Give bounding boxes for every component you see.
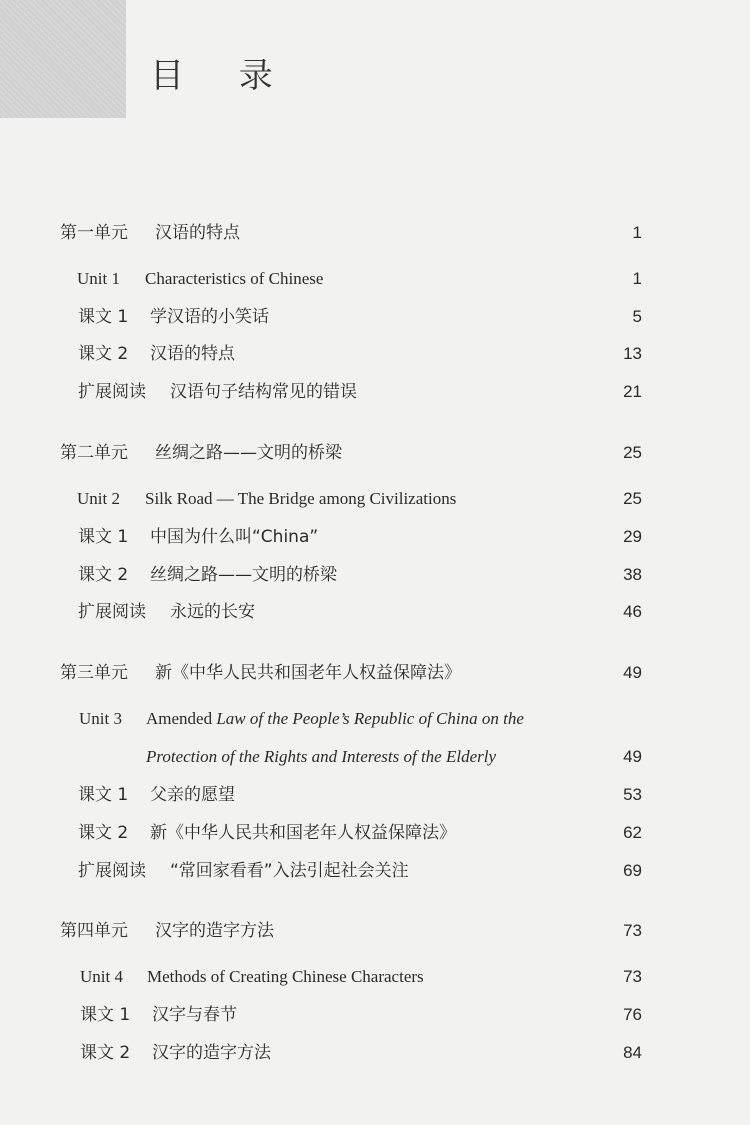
unit-english-title: Silk Road — The Bridge among Civilizations	[145, 489, 457, 508]
toc-unit-row[interactable]	[0, 916, 750, 946]
page-number: 25	[623, 489, 642, 508]
unit-title: 汉语的特点	[155, 223, 240, 243]
item-label: 课文 1	[80, 1005, 131, 1025]
item-title: 永远的长安	[170, 602, 255, 622]
item-title: 汉语的特点	[150, 344, 235, 364]
page-number: 69	[623, 861, 642, 880]
item-label: 课文 2	[80, 1043, 131, 1063]
page-number: 49	[623, 747, 642, 766]
toc-item-row[interactable]	[0, 377, 750, 407]
toc-item-row[interactable]	[0, 1038, 750, 1068]
unit-label: 第一单元	[60, 223, 128, 243]
item-title: 中国为什么叫“China”	[150, 527, 319, 547]
unit-english-label: Unit 2	[77, 489, 120, 508]
toc-item-row[interactable]	[0, 818, 750, 848]
page-number: 62	[623, 823, 642, 842]
item-label: 课文 1	[78, 527, 129, 547]
item-label: 课文 1	[78, 785, 129, 805]
title-italic: Law of the People’s Republic of China on the	[216, 709, 524, 728]
toc-subtitle-row[interactable]	[0, 962, 750, 992]
page-number: 38	[623, 565, 642, 584]
unit-english-label: Unit 3	[79, 709, 122, 728]
item-label: 课文 2	[78, 565, 129, 585]
toc-unit-row[interactable]	[0, 658, 750, 688]
toc-item-row[interactable]	[0, 560, 750, 590]
item-label: 扩展阅读	[78, 382, 146, 402]
item-title: 丝绸之路——文明的桥梁	[150, 565, 337, 585]
page-number: 49	[623, 663, 642, 682]
page-number: 25	[623, 443, 642, 462]
toc-item-row[interactable]	[0, 1000, 750, 1030]
page-number: 73	[623, 921, 642, 940]
toc-item-row[interactable]	[0, 339, 750, 369]
item-title: 父亲的愿望	[150, 785, 235, 805]
page-number: 46	[623, 602, 642, 621]
page-number: 5	[632, 307, 642, 326]
item-label: 扩展阅读	[78, 861, 146, 881]
page-title: 目 录	[150, 56, 295, 96]
page-number: 76	[623, 1005, 642, 1024]
unit-english-title: Methods of Creating Chinese Characters	[147, 967, 424, 986]
item-label: 扩展阅读	[78, 602, 146, 622]
unit-label: 第四单元	[60, 921, 128, 941]
toc-unit-row[interactable]	[0, 218, 750, 248]
item-title: 汉语句子结构常见的错误	[170, 382, 357, 402]
unit-title: 汉字的造字方法	[155, 921, 274, 941]
unit-english-title-line2: Protection of the Rights and Interests of the Elderly	[146, 747, 497, 766]
item-label: 课文 1	[78, 307, 129, 327]
unit-label: 第二单元	[60, 443, 128, 463]
toc-item-row[interactable]	[0, 856, 750, 886]
page-number: 53	[623, 785, 642, 804]
item-label: 课文 2	[78, 344, 129, 364]
item-title: 新《中华人民共和国老年人权益保障法》	[150, 823, 456, 843]
page-number: 73	[623, 967, 642, 986]
item-label: 课文 2	[78, 823, 129, 843]
page-number: 29	[623, 527, 642, 546]
toc-item-row[interactable]	[0, 302, 750, 332]
unit-english-title	[146, 704, 524, 734]
page-number: 84	[623, 1043, 642, 1062]
unit-title: 新《中华人民共和国老年人权益保障法》	[155, 663, 461, 683]
toc-item-row[interactable]	[0, 522, 750, 552]
title-prefix: Amended	[146, 709, 217, 728]
unit-english-title: Characteristics of Chinese	[145, 269, 324, 288]
item-title: 汉字的造字方法	[152, 1043, 271, 1063]
unit-title: 丝绸之路——文明的桥梁	[155, 443, 342, 463]
page-number: 1	[632, 223, 642, 242]
unit-label: 第三单元	[60, 663, 128, 683]
item-title: 学汉语的小笑话	[150, 307, 269, 327]
page-number: 13	[623, 344, 642, 363]
item-title: “常回家看看”入法引起社会关注	[170, 861, 409, 881]
corner-decoration	[0, 0, 126, 118]
unit-english-label: Unit 1	[77, 269, 120, 288]
unit-english-label: Unit 4	[80, 967, 123, 986]
toc-subtitle-continuation[interactable]	[0, 742, 750, 772]
toc-subtitle-row[interactable]	[0, 704, 750, 734]
page-number: 1	[632, 269, 642, 288]
page-number: 21	[623, 382, 642, 401]
toc-subtitle-row[interactable]	[0, 264, 750, 294]
toc-item-row[interactable]	[0, 780, 750, 810]
toc-subtitle-row[interactable]	[0, 484, 750, 514]
toc-item-row[interactable]	[0, 597, 750, 627]
toc-unit-row[interactable]	[0, 438, 750, 468]
item-title: 汉字与春节	[152, 1005, 237, 1025]
